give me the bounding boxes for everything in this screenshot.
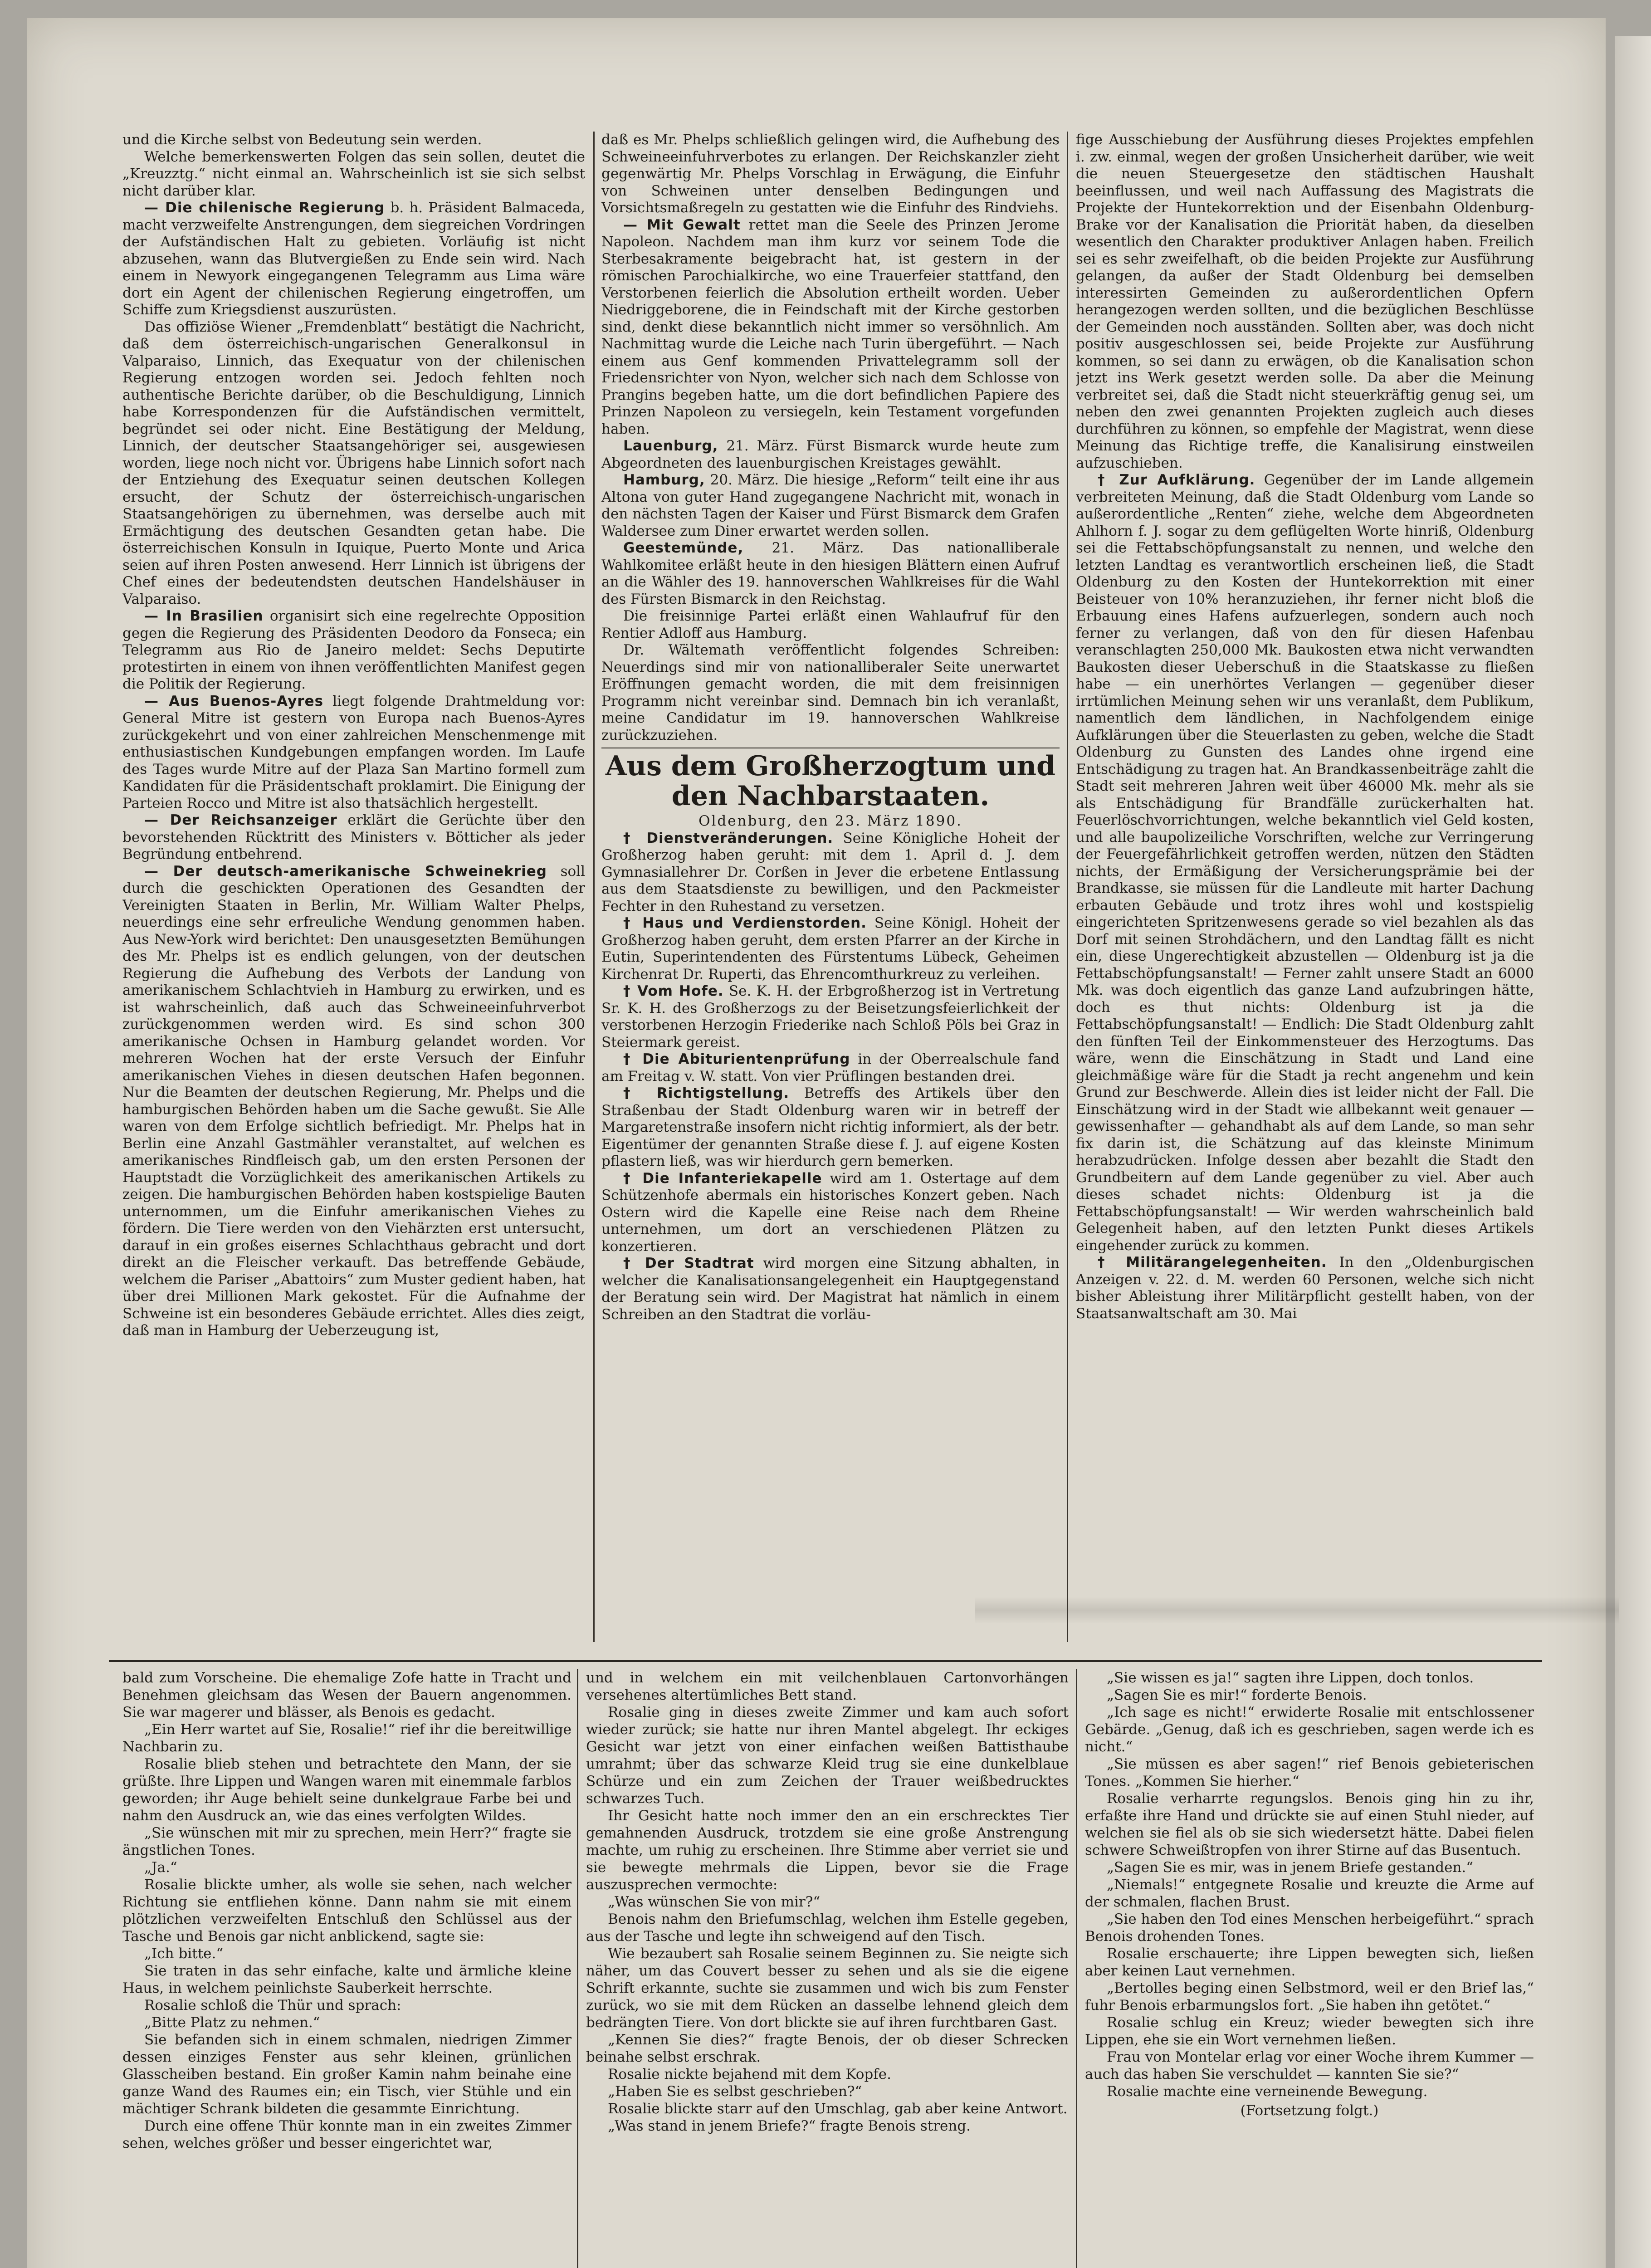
section-title: Aus dem Großherzogtum und den Nachbarstaaten. (605, 750, 1056, 812)
paragraph: Rosalie nickte bejahend mit dem Kopfe. (608, 2066, 891, 2082)
paragraph (601, 217, 1060, 438)
paragraph: Ihr Gesicht hatte noch immer den an ein erschrecktes Tier gemahnenden Ausdruck, trotzdem sie eine große Anstrengung machte, um ruhig zu erscheinen. Ihre Stimme aber verriet sie und sie bewegte mehrmals die Lippen, bevor sie die Frage auszusprechen vermochte: (586, 1808, 1069, 1893)
paragraph: „Ein Herr wartet auf Sie, Rosalie!“ rief ihr die bereitwillige Nachbarin zu. (122, 1721, 572, 1755)
paragraph: Rosalie blieb stehen und betrachtete den Mann, der sie grüßte. Ihre Lippen und Wangen waren mit einemmale farblos geworden; ihr Auge behielt seine dunkelgraue Farbe bei und nahm den Ausdruck an, wie das eines verfolgten Wildes. (122, 1756, 572, 1824)
paragraph: Sie befanden sich in einem schmalen, niedrigen Zimmer dessen einziges Fenster aus sehr kleinen, grünlichen Glasscheiben bestand. Ein großer Kamin nahm beinahe eine ganze Wand des Raumes ein; ein Tisch, vier Stühle und ein mächtiger Schrank bildeten die gesammte Einrichtung. (122, 2032, 572, 2117)
article-text: rettet man die Seele des Prinzen Jerome Napoleon. Nachdem man ihm kurz vor seinem Tode die Sterbesakramente beigebracht hat, ist gestern in der römischen Parochialkirche, wo eine Trauerfeier stattfand, den Verstorbenen feierlich die Absolution ertheilt worden. Ueber Niedriggeborene, die in Feindschaft mit der Kirche gestorben sind, denkt diese bekanntlich nicht immer so versöhnlich. Am Nachmittag wurde die Leiche nach Turin übergeführt. — Nach einem aus Genf kommenden Privattelegramm soll der Friedensrichter von Nyon, welcher sich nach dem Schlosse von Prangins begeben hatte, um die dort befindlichen Papiere des Prinzen Napoleon zu versiegeln, kein Testament vorgefunden haben. (601, 216, 1060, 437)
feuilleton-column-rule-2 (1076, 1669, 1077, 2268)
article-heading: † Richtigstellung. (623, 1085, 790, 1101)
paragraph (601, 540, 1060, 608)
politics-articles (601, 132, 1060, 744)
article-text: b. h. Präsident Balmaceda, macht verzweifelte Anstrengungen, dem siegreichen Vordringen der Aufständischen Halt zu gebieten. Vorläufig ist nicht abzusehen, wann das Blutvergießen zu Ende sein wird. Nach einem in Newyork eingegangenen Telegramm aus Lima wäre dort ein Agent der chilenischen Regierung eingetroffen, um Schiffe zum Kriegsdienst auszurüsten. (122, 200, 585, 318)
paragraph: „Niemals!“ entgegnete Rosalie und kreuzte die Arme auf der schmalen, flachen Brust. (1085, 1877, 1534, 1910)
paragraph: daß es Mr. Phelps schließlich gelingen wird, die Aufhebung des Schweineeinfuhrverbotes zu erlangen. Der Reichskanzler zieht gegenwärtig Mr. Phelps Vorschlag in Erwägung, die Einfuhr von Schweinen unter denselben Bedingungen und Vorsichtsmaßregeln zu gestatten wie die Einfuhr des Rindviehs. (601, 132, 1060, 216)
paragraph (122, 200, 585, 319)
article-text: soll durch die geschickten Operationen des Gesandten der Vereinigten Staaten in Berlin, Mr. William Walter Phelps, neuerdings eine sehr erfreuliche Wendung genommen haben. Aus New-York wird berichtet: Den unausgesetzten Bemühungen des Mr. Phelps ist es endlich gelungen, von der deutschen Regierung die Aufhebung des Verbots der Landung von amerikanischem Schlachtvieh in Hamburg zu erwirken, und es ist wahrscheinlich, daß auch das Schweineeinfuhrverbot zurückgenommen werden wird. Es sind schon 300 amerikanische Ochsen in Hamburg gelandet worden. Vor mehreren Wochen hat der erste Versuch der Einfuhr amerikanischen Viehes in diesen deutschen Hafen begonnen. Nur die Beamten der deutschen Regierung, Mr. Phelps und die hamburgischen Behörden haben um die Sache gewußt. Sie Alle waren von dem Erfolge sichtlich befriedigt. Mr. Phelps hat in Berlin eine Anzahl Gastmähler veranstaltet, auf welchen es amerikanisches Rindfleisch gab, um den ersten Personen der Hauptstadt die Vorzüglichkeit des amerikanischen Artikels zu zeigen. Die hamburgischen Behörden haben kostspielige Bauten unternommen, um die Einfuhr amerikanischen Viehes zu fördern. Die Tiere werden von den Viehärzten erst untersucht, darauf in ein großes eisernes Schlachthaus gebracht und dort direkt an die Fleischer verkauft. Das betreffende Gebäude, welchem die Pariser „Abattoirs“ zum Muster gedient haben, hat über drei Millionen Mark gekostet. Für die Aufnahme der Schweine ist ein besonderes Gebäude errichtet. Alles dies zeigt, daß man in Hamburg der Ueberzeugung ist, (122, 863, 585, 1339)
paragraph: und in welchem ein mit veilchenblauen Cartonvorhängen versehenes altertümliches Bett stand. (586, 1670, 1069, 1703)
paragraph (601, 1085, 1060, 1170)
article-heading: Geestemünde, (623, 540, 744, 556)
article-text: 21. März. Das nationalliberale Wahlkomitee erläßt heute in den hiesigen Blättern einen Aufruf an die Wähler des 19. hannoverschen Wahlkreises für die Wahl des Fürsten Bismarck in den Reichstag. (601, 540, 1060, 607)
article-text: Seine Königl. Hoheit der Großherzog haben geruht, dem ersten Pfarrer an der Kirche in Eutin, Superintendenten des Fürstentums Lübeck, Geheimen Kirchenrat Dr. Ruperti, das Ehrencomthurkreuz zu verleihen. (601, 915, 1060, 982)
feuilleton-text (1085, 1669, 1534, 2100)
paragraph: und die Kirche selbst von Bedeutung sein werden. (122, 132, 482, 148)
article-heading: † Haus und Verdienstorden. (623, 915, 867, 931)
article-heading: † Dienstveränderungen. (623, 830, 834, 846)
paragraph: fige Ausschiebung der Ausführung dieses Projektes empfehlen i. zw. einmal, wegen der großen Unsicherheit darüber, wie weit die neuen Steuergesetze den städtischen Haushalt beeinflussen, und weil nach Auffassung des Magistrats die Projekte der Huntekorrektion und der Eisenbahn Oldenburg-Brake vor der Kanalisation die Priorität haben, da dieselben wesentlich den Charakter produktiver Anlagen haben. Freilich sei es sehr zweifelhaft, ob die beiden Projekte zur Ausführung gelangen, da außer der Stadt Oldenburg bei demselben interessirten Gemeinden zu außerordentlichen Opfern herangezogen werden sollten, und die bezüglichen Beschlüsse der Gemeinden noch ausständen. Sollten aber, was doch nicht positiv ausgeschlossen sei, beide Projekte zur Ausführung kommen, so sei dann zu erwägen, ob die Kanalisation schon jetzt ins Werk gesetzt werden solle. Da aber die Meinung verbreitet sei, daß die Stadt nicht steuerkräftig genug sei, um neben den zwei genannten Projekten zugleich auch dieses durchführen zu können, so empfehle der Magistrat, wenn diese Meinung das Richtige treffe, die Kanalisirung einstweilen aufzuschieben. (1076, 132, 1534, 471)
paragraph: Rosalie schlug ein Kreuz; wieder bewegten sich ihre Lippen, ehe sie ein Wort vernehmen ließen. (1085, 2014, 1534, 2048)
paragraph: „Bitte Platz zu nehmen.“ (144, 2014, 320, 2031)
paragraph: „Sie wissen es ja!“ sagten ihre Lippen, doch tonlos. (1107, 1670, 1474, 1686)
article-heading: — Mit Gewalt (623, 216, 741, 233)
paragraph: „Sagen Sie es mir, was in jenem Briefe gestanden.“ (1107, 1859, 1474, 1876)
paragraph (122, 863, 585, 1339)
paragraph: Rosalie blickte umher, als wolle sie sehen, nach welcher Richtung sie entfliehen könne. Dann nahm sie mit einem plötzlichen verzweifelten Entschluß den Schlüssel aus der Tasche und Benois gar nicht anblickend, sagte sie: (122, 1877, 572, 1945)
paragraph: Wie bezaubert sah Rosalie seinem Beginnen zu. Sie neigte sich näher, um das Couvert besser zu sehen und als sie die eigene Schrift erkannte, suchte sie zusammen und wich bis zum Fenster zurück, wo sie mit dem Rücken an dasselbe lehnend gleich dem bedrängten Tiere. Von dort blickte sie auf ihren furchtbaren Gast. (586, 1945, 1069, 2031)
local-news (601, 830, 1060, 1324)
paragraph: „Sie wünschen mit mir zu sprechen, mein Herr?“ fragte sie ängstlichen Tones. (122, 1825, 572, 1858)
news-column-3 (1076, 132, 1534, 1649)
article-text: wird am 1. Ostertage auf dem Schützenhofe abermals ein historisches Konzert geben. Nach Ostern wird die Kapelle eine Reise nach dem Rheine unternehmen, um dort an verschiedenen Plätzen zu konzertieren. (601, 1170, 1060, 1255)
paragraph: „Ich sage es nicht!“ erwiderte Rosalie mit entschlossener Gebärde. „Genug, daß ich es geschrieben, sagen werde ich es nicht.“ (1085, 1704, 1534, 1755)
continued-note: (Fortsetzung folgt.) (1240, 2102, 1379, 2119)
article-heading: † Die Infanteriekapelle (623, 1170, 822, 1187)
article-text: in der Oberrealschule fand am Freitag v. W. statt. Von vier Prüflingen bestanden drei. (601, 1051, 1060, 1085)
article-heading: — In Brasilien (144, 608, 264, 624)
paragraph: Rosalie blickte starr auf den Umschlag, gab aber keine Antwort. (608, 2101, 1068, 2117)
paragraph (601, 1170, 1060, 1256)
feuilleton-column-1 (122, 1669, 572, 2268)
column-rule-1 (593, 132, 595, 1642)
paragraph: Rosalie schloß die Thür und sprach: (144, 1997, 401, 2014)
article-text: wird morgen eine Sitzung abhalten, in welcher die Kanalisationsangelegenheit ein Hauptgegenstand der Beratung sein wird. Der Magistrat hat nämlich in einem Schreiben an den Stadtrat die vorläu- (601, 1255, 1060, 1323)
paragraph: bald zum Vorscheine. Die ehemalige Zofe hatte in Tracht und Benehmen gleichsam das Wesen der Bauern angenommen. Sie war magerer und blässer, als Benois es gedacht. (122, 1670, 572, 1721)
article-heading: — Die chilenische Regierung (144, 200, 385, 216)
article-text: erklärt die Gerüchte über den bevorstehenden Rücktritt des Ministers v. Bötticher als jeder Begründung entbehrend. (122, 812, 585, 862)
article-heading: Lauenburg, (623, 438, 718, 454)
paragraph (1076, 472, 1534, 1254)
paragraph: „Was wünschen Sie von mir?“ (608, 1894, 821, 1910)
paragraph: Welche bemerkenswerten Folgen das sein sollen, deutet die „Kreuzztg.“ nicht einmal an. Wahrscheinlich ist sie sich selbst nicht darüber klar. (122, 148, 585, 199)
paragraph: „Sie müssen es aber sagen!“ rief Benois gebieterischen Tones. „Kommen Sie hierher.“ (1085, 1756, 1534, 1789)
paragraph: Dr. Wältemath veröffentlicht folgendes Schreiben: Neuerdings sind mir von nationalliberaler Seite unerwartet Eröffnungen gemacht worden, die mit dem freisinnigen Programm nicht vereinbar sind. Demnach bin ich veranlaßt, meine Candidatur im 19. hannoverschen Wahlkreise zurückzuziehen. (601, 642, 1060, 743)
paragraph (601, 830, 1060, 915)
paragraph (601, 472, 1060, 540)
paragraph (122, 812, 585, 863)
paragraph: Rosalie erschauerte; ihre Lippen bewegten sich, ließen aber keinen Laut vernehmen. (1085, 1945, 1534, 1979)
article-text: 21. März. Fürst Bismarck wurde heute zum Abgeordneten des lauenburgischen Kreistages gewählt. (601, 438, 1060, 471)
article-heading: † Der Stadtrat (623, 1255, 754, 1271)
paragraph: „Sagen Sie es mir!“ forderte Benois. (1107, 1687, 1367, 1703)
article-text: Se. K. H. der Erbgroßherzog ist in Vertretung Sr. K. H. des Großherzogs zu der Beisetzungsfeierlichkeit der verstorbenen Herzogin Friederike nach Schloß Pöls bei Graz in Steiermark gereist. (601, 983, 1060, 1051)
feuilleton-column-rule-1 (577, 1669, 578, 2268)
paragraph: Frau von Montelar erlag vor einer Woche ihrem Kummer — auch das haben Sie verschuldet — kannten Sie sie?“ (1085, 2049, 1534, 2082)
paragraph: „Ich bitte.“ (144, 1945, 224, 1962)
column-rule-2 (1067, 132, 1068, 1642)
paragraph: „Was stand in jenem Briefe?“ fragte Benois streng. (608, 2118, 971, 2134)
paragraph: „Ja.“ (144, 1859, 177, 1876)
paragraph: „Bertolles beging einen Selbstmord, weil er den Brief las,“ fuhr Benois erbarmungslos fort. „Sie haben ihn getötet.“ (1085, 1980, 1534, 2014)
article-text: In den „Oldenburgischen Anzeigen v. 22. d. M. werden 60 Personen, welche sich nicht bisher Ableistung ihrer Militärpflicht gestellt haben, von der Staatsanwaltschaft am 30. Mai (1076, 1254, 1534, 1322)
feuilleton-column-3 (1085, 1669, 1534, 2268)
article-text: liegt folgende Drahtmeldung vor: General Mitre ist gestern von Europa nach Buenos-Ayres zurückgekehrt und von einer zahlreichen Menschenmenge mit enthusiastischen Kundgebungen empfangen worden. Im Laufe des Tages wurde Mitre auf der Plaza San Martino formell zum Kandidaten für die Präsidentschaft proklamirt. Die Einigung der Parteien Rocco und Mitre ist also thatsächlich hergestellt. (122, 693, 585, 811)
article-text: 20. März. Die hiesige „Reform“ teilt eine ihr aus Altona von guter Hand zugegangene Nachricht mit, wonach in den nächsten Tagen der Kaiser und Fürst Bismarck dem Grafen Waldersee zum Diner erwartet werden sollen. (601, 472, 1060, 539)
dateline: Oldenburg, den 23. März 1890. (698, 813, 962, 829)
paragraph: Durch eine offene Thür konnte man in ein zweites Zimmer sehen, welches größer und besser eingerichtet war, (122, 2118, 572, 2151)
paragraph (601, 438, 1060, 472)
article-heading: — Aus Buenos-Ayres (144, 693, 324, 709)
feuilleton-rule (109, 1660, 1542, 1662)
paragraph: Benois nahm den Briefumschlag, welchen ihm Estelle gegeben, aus der Tasche und legte ihn schweigend auf den Tisch. (586, 1911, 1069, 1945)
paragraph: „Sie haben den Tod eines Menschen herbeigeführt.“ sprach Benois drohenden Tones. (1085, 1911, 1534, 1945)
paragraph (601, 915, 1060, 983)
paragraph (1076, 1254, 1534, 1322)
paragraph: „Haben Sie es selbst geschrieben?“ (608, 2083, 862, 2100)
paragraph (122, 693, 585, 812)
news-column-1 (122, 132, 585, 1649)
article-heading: † Militärangelegenheiten. (1098, 1254, 1327, 1271)
article-heading: — Der deutsch-amerikanische Schweinekrieg (144, 863, 547, 880)
article-heading: — Der Reichsanzeiger (144, 812, 337, 828)
news-column-2 (601, 132, 1060, 1649)
paragraph: Rosalie machte eine verneinende Bewegung. (1107, 2083, 1428, 2100)
paragraph: Das offiziöse Wiener „Fremdenblatt“ bestätigt die Nachricht, daß dem österreichisch-ungarischen Generalkonsul in Valparaiso, Linnich, das Exequatur von der chilenischen Regierung entzogen worden sei. Jedoch fehlten noch authentische Berichte darüber, ob die Beschuldigung, Linnich habe Korrespondenzen für die Aufständischen vermittelt, begründet sei oder nicht. Eine Bestätigung der Meldung, Linnich, der deutscher Staatsangehöriger sei, ausgewiesen worden, liege noch nicht vor. Übrigens habe Linnich sofort nach der Entziehung des Exequatur seinen deutschen Kollegen ersucht, der Schutz der österreichisch-ungarischen Staatsangehörigen zu übernehmen, was derselbe auch mit Ermächtigung des deutschen Gesandten getan habe. Die österreichischen Konsuln in Iquique, Puerto Monte und Arica seien auf ihren Posten anwesend. Herr Linnich ist übrigens der Chef eines der bedeutendsten deutschen Handelshäuser in Valparaiso. (122, 318, 585, 607)
article-text: Seine Königliche Hoheit der Großherzog haben geruht: mit dem 1. April d. J. dem Gymnasiallehrer Dr. Corßen in Jever die erbetene Entlassung aus dem Staatsdienste zu bewilligen, und den Packmeister Fechter in den Ruhestand zu versetzen. (601, 830, 1060, 914)
paragraph (601, 1255, 1060, 1323)
paragraph (601, 983, 1060, 1051)
article-heading: † Vom Hofe. (623, 983, 724, 999)
paragraph: Rosalie verharrte regungslos. Benois ging hin zu ihr, erfaßte ihre Hand und drückte sie auf einen Stuhl nieder, auf welchen sie fiel als ob sie sich wiedersetzt hätte. Dabei fielen schwere Schweißtropfen von ihrer Stirne auf das Busentuch. (1085, 1790, 1534, 1858)
paragraph: Rosalie ging in dieses zweite Zimmer und kam auch sofort wieder zurück; sie hatte nur ihren Mantel abgelegt. Ihr eckiges Gesicht war jetzt von einer einfachen weißen Battisthaube umrahmt; über das schwarze Kleid trug sie eine dunkelblaue Schürze und ein zum Zeichen der Trauer weißbedrucktes schwarzes Tuch. (586, 1704, 1069, 1807)
article-heading: Hamburg, (623, 472, 705, 488)
paragraph: „Kennen Sie dies?“ fragte Benois, der ob dieser Schrecken beinahe selbst erschrak. (586, 2032, 1069, 2065)
paragraph (601, 1051, 1060, 1085)
paragraph (122, 608, 585, 693)
article-text: Betreffs des Artikels über den Straßenbau der Stadt Oldenburg waren wir in betreff der Margaretenstraße insofern nicht richtig informiert, als der betr. Eigentümer der genannten Straße diese f. J. auf eigene Kosten pflastern ließ, was wir hierdurch gern bemerken. (601, 1085, 1060, 1169)
article-text: organisirt sich eine regelrechte Opposition gegen die Regierung des Präsidenten Deodoro da Fonseca; ein Telegramm aus Rio de Janeiro meldet: Sechs Deputirte protestirten in einem von ihnen veröffentlichten Manifest gegen die Politik der Regierung. (122, 608, 585, 692)
paragraph: Die freisinnige Partei erläßt einen Wahlaufruf für den Rentier Adloff aus Hamburg. (601, 608, 1060, 641)
article-heading: † Zur Aufklärung. (1098, 472, 1255, 488)
adjacent-page-edge (1615, 36, 1651, 2268)
article-text: Gegenüber der im Lande allgemein verbreiteten Meinung, daß die Stadt Oldenburg vom Lande so außerordentliche „Renten“ ziehe, welche dem Abgeordneten Ahlhorn f. J. sogar zu dem geflügelten Worte hinriß, Oldenburg sei die Fettabschöpfungsanstalt zu nennen, und welche den letzten Landtag es verantwortlich erscheinen ließ, die Stadt Oldenburg zu den Kosten der Huntekorrektion mit einer Beisteuer von 10% heranzuziehen, ihr ferner nicht bloß die Erbauung eines Hafens aufzuerlegen, sondern auch noch ferner zu verlangen, daß von den für diesen Hafenbau veranschlagten 250,000 Mk. Baukosten etwa nicht verwandten Baukosten dieser Ueberschuß in die Staatskasse zu fließen habe — ein unerhörtes Verlangen — gegenüber dieser irrtümlichen Meinung sehen wir uns veranlaßt, dem Publikum, namentlich dem ländlichen, in Nachfolgendem einige Aufklärungen über die Steuerlasten zu geben, welche die Stadt Oldenburg zu Gunsten des Landes ohne irgend eine Entschädigung zu tragen hat. An Brandkassenbeiträge zahlt die Stadt seit mehreren Jahren weit über 46000 Mk. mehr als sie als Entschädigung für Brandfälle zurückerhalten hat. Feuerlöschvorrichtungen, welche bekanntlich viel Geld kosten, und alle baupolizeiliche Vorschriften, welche zur Verringerung der Feuergefährlichkeit getroffen werden, nützen den Städten nichts, der Ermäßigung der Versicherungsprämie bei der Brandkasse, sie müssen für die Landleute mit harter Dachung erbauten Gebäude und trotz ihres wohl und kostspielig eingerichteten Spritzenwesens gerade so viel bezahlen als das Dorf mit seinen Strohdächern, und den Landtag fällt es nicht ein, diese Ungerechtigkeit abzustellen — Oldenburg ist ja die Fettabschöpfungsanstalt! — Ferner zahlt unsere Stadt an 6000 Mk. was doch eigentlich das ganze Land aufzubringen hätte, doch es thut nichts: Oldenburg ist ja die Fettabschöpfungsanstalt! — Endlich: Die Stadt Oldenburg zahlt den fünften Teil der Einkommensteuer des Herzogtums. Das wäre, wenn die Einschätzung in Stadt und Land eine gleichmäßige wäre für die Stadt ja recht angenehm und kein Grund zur Beschwerde. Allein dies ist leider nicht der Fall. Die Einschätzung wird in der Stadt wie allbekannt weit genauer — gewissenhafter — gehandhabt als auf dem Lande, so man sehr fix darin ist, die Schätzung auf das kleinste Minimum herabzudrücken. Infolge dessen aber bezahlt die Stadt den Grundbeitern auf dem Lande gegenüber zu viel. Aber auch dieses schadet nichts: Oldenburg ist ja die Fettabschöpfungsanstalt! — Wir werden wahrscheinlich bald Gelegenheit haben, auf den letzten Punkt dieses Artikels eingehender zurück zu kommen. (1076, 472, 1534, 1254)
feuilleton-column-2 (586, 1669, 1069, 2268)
paragraph: Sie traten in das sehr einfache, kalte und ärmliche kleine Haus, in welchem peinlichste Sauberkeit herrschte. (122, 1963, 572, 1996)
article-heading: † Die Abiturientenprüfung (623, 1051, 850, 1067)
